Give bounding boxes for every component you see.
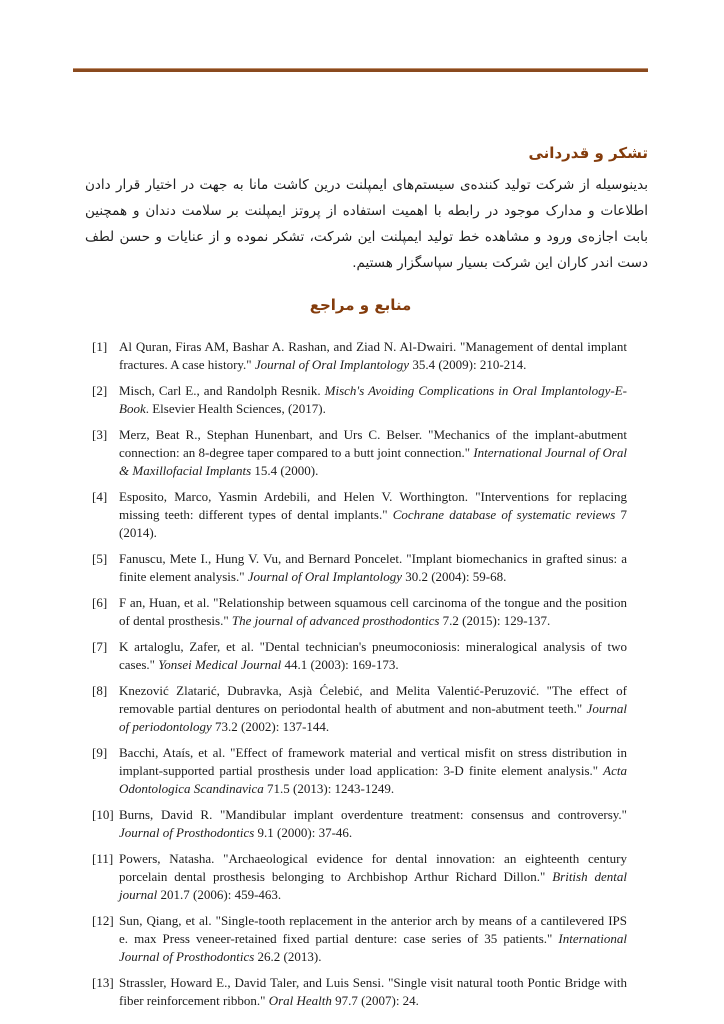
reference-number: [1] <box>92 339 108 354</box>
reference-text: Bacchi, Ataís, et al. "Effect of framework material and vertical misfit on stress distribution in implant-supported partial prosthesis under load application: 3-D finite element analysis." Acta Odontologica Scandinavica 71.5 (2013): 1243-1249. <box>119 745 627 796</box>
reference-text: Merz, Beat R., Stephan Hunenbart, and Urs C. Belser. "Mechanics of the implant-abutment connection: an 8-degree taper compared to a butt joint connection." International Journal of Oral & Maxillofacial Implants 15.4 (2000). <box>119 427 627 478</box>
reference-text: Strassler, Howard E., David Taler, and Luis Sensi. "Single visit natural tooth Pontic Bridge with fiber reinforcement ribbon." Oral Health 97.7 (2007): 24. <box>119 975 627 1008</box>
reference-text: F an, Huan, et al. "Relationship between squamous cell carcinoma of the tongue and the position of dental prosthesis." The journal of advanced prosthodontics 7.2 (2015): 129-137. <box>119 595 627 628</box>
reference-number: [13] <box>92 975 114 990</box>
reference-item <box>92 974 627 1010</box>
reference-item <box>92 338 627 374</box>
header-rule <box>73 68 648 72</box>
reference-item <box>92 638 627 674</box>
reference-number: [11] <box>92 851 114 866</box>
reference-item <box>92 850 627 904</box>
reference-item <box>92 594 627 630</box>
reference-text: Knezović Zlatarić, Dubravka, Asjà Ćelebić, and Melita Valentić-Peruzović. "The effect of removable partial dentures on periodontal health of abutment and non-abutment teeth." Journal of periodontology 73.2 (2002): 137-144. <box>119 683 627 734</box>
reference-number: [10] <box>92 807 114 822</box>
reference-text: Misch, Carl E., and Randolph Resnik. Misch's Avoiding Complications in Oral Implantology-E-Book. Elsevier Health Sciences, (2017). <box>119 383 627 416</box>
acknowledgment-heading: تشکر و قدردانی <box>528 144 648 162</box>
reference-number: [5] <box>92 551 108 566</box>
reference-number: [3] <box>92 427 108 442</box>
reference-item <box>92 806 627 842</box>
reference-item <box>92 382 627 418</box>
reference-item <box>92 912 627 966</box>
reference-text: Powers, Natasha. "Archaeological evidence for dental innovation: an eighteenth century porcelain dental prosthesis belonging to Archbishop Arthur Richard Dillon." British dental journal 201.7 (2006): 459-463. <box>119 851 627 902</box>
reference-number: [4] <box>92 489 108 504</box>
reference-text: K artaloglu, Zafer, et al. "Dental technician's pneumoconiosis: mineralogical analysis of two cases." Yonsei Medical Journal 44.1 (2003): 169-173. <box>119 639 627 672</box>
references-heading: منابع و مراجع <box>309 296 412 314</box>
reference-number: [8] <box>92 683 108 698</box>
reference-text: Esposito, Marco, Yasmin Ardebili, and Helen V. Worthington. "Interventions for replacing missing teeth: different types of dental implants." Cochrane database of systematic reviews 7 (2014). <box>119 489 627 540</box>
reference-number: [6] <box>92 595 108 610</box>
reference-item <box>92 744 627 798</box>
reference-text: Al Quran, Firas AM, Bashar A. Rashan, and Ziad N. Al-Dwairi. "Management of dental implant fractures. A case history." Journal of Oral Implantology 35.4 (2009): 210-214. <box>119 339 627 372</box>
reference-number: [9] <box>92 745 108 760</box>
reference-text: Burns, David R. "Mandibular implant overdenture treatment: consensus and controversy." Journal of Prosthodontics 9.1 (2000): 37-46. <box>119 807 627 840</box>
reference-number: [12] <box>92 913 114 928</box>
reference-number: [2] <box>92 383 108 398</box>
reference-number: [7] <box>92 639 108 654</box>
reference-text: Fanuscu, Mete I., Hung V. Vu, and Bernard Poncelet. "Implant biomechanics in grafted sinus: a finite element analysis." Journal of Oral Implantology 30.2 (2004): 59-68. <box>119 551 627 584</box>
reference-item <box>92 682 627 736</box>
references-list <box>92 338 627 1010</box>
acknowledgment-paragraph: بدینوسیله از شرکت تولید کننده‌ی سیستم‌های ایمپلنت درین کاشت مانا به جهت در اختیار قرار دادن اطلاعات و مدارک موجود در رابطه با اهمیت استفاده از پروتز ایمپلنت بر سلامت دندان و همچنین بابت اجازه‌ی ورود و مشاهده خط تولید ایمپلنت این شرکت، تشکر نموده و از عنایات و حسن لطف دست اندر کاران این شرکت بسیار سپاسگزار هستیم. <box>85 177 648 271</box>
reference-item <box>92 550 627 586</box>
reference-item <box>92 426 627 480</box>
reference-text: Sun, Qiang, et al. "Single-tooth replacement in the anterior arch by means of a cantilevered IPS e. max Press veneer-retained fixed partial denture: case series of 35 patients." International Journal of Prosthodontics 26.2 (2013). <box>119 913 627 964</box>
reference-item <box>92 488 627 542</box>
